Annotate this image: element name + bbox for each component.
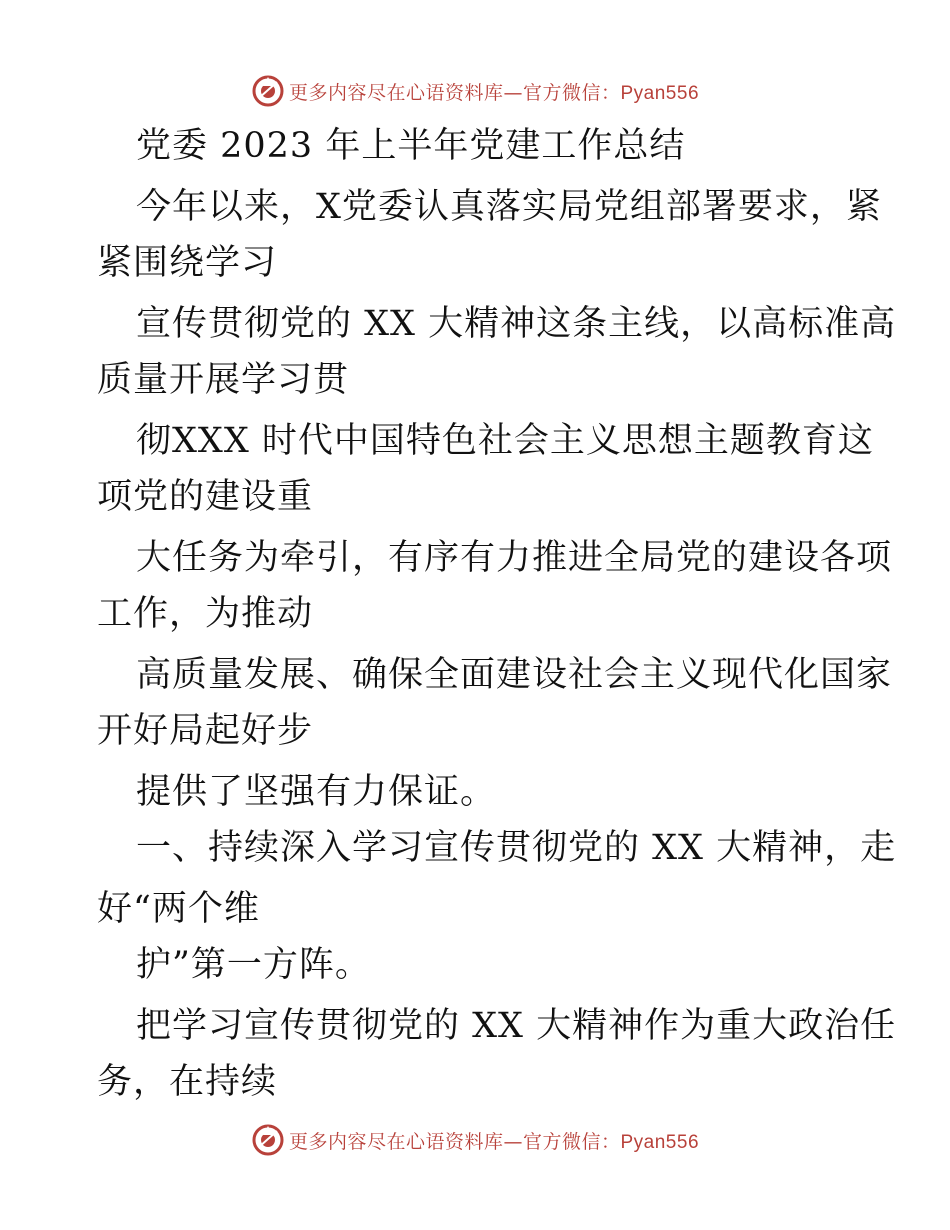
header-watermark [0, 73, 950, 109]
footer-watermark [0, 1122, 950, 1158]
paragraph-line: 工作，为推动 [97, 594, 314, 634]
watermark-text: 更多内容尽在心语资料库—官方微信：Pyan556 [288, 81, 700, 104]
paragraph-line: 今年以来，X党委认真落实局党组部署要求，紧 [136, 187, 882, 227]
paragraph-line: 宣传贯彻党的 XX 大精神这条主线，以高标准高 [136, 304, 897, 344]
paragraph-line: 项党的建设重 [97, 477, 314, 517]
paragraph-line: 开好局起好步 [97, 711, 314, 751]
paragraph-line: 彻XXX 时代中国特色社会主义思想主题教育这 [136, 421, 874, 461]
paragraph-line: 质量开展学习贯 [97, 360, 350, 400]
logo-icon [251, 1123, 285, 1157]
paragraph-line: 把学习宣传贯彻党的 XX 大精神作为重大政治任 [136, 1006, 897, 1046]
document-title: 党委 2023 年上半年党建工作总结 [136, 126, 686, 166]
section-heading: 护”第一方阵。 [136, 945, 371, 985]
paragraph-line: 务，在持续 [97, 1062, 278, 1102]
paragraph-line: 大任务为牵引，有序有力推进全局党的建设各项 [136, 538, 893, 578]
section-heading: 好“两个维 [97, 889, 260, 929]
logo-icon [251, 74, 285, 108]
paragraph-line: 提供了坚强有力保证。 [136, 772, 497, 812]
paragraph-line: 紧围绕学习 [97, 243, 278, 283]
watermark-text: 更多内容尽在心语资料库—官方微信：Pyan556 [288, 1130, 700, 1153]
paragraph-line: 高质量发展、确保全面建设社会主义现代化国家 [136, 655, 893, 695]
section-heading: 一、持续深入学习宣传贯彻党的 XX 大精神，走 [136, 828, 897, 868]
